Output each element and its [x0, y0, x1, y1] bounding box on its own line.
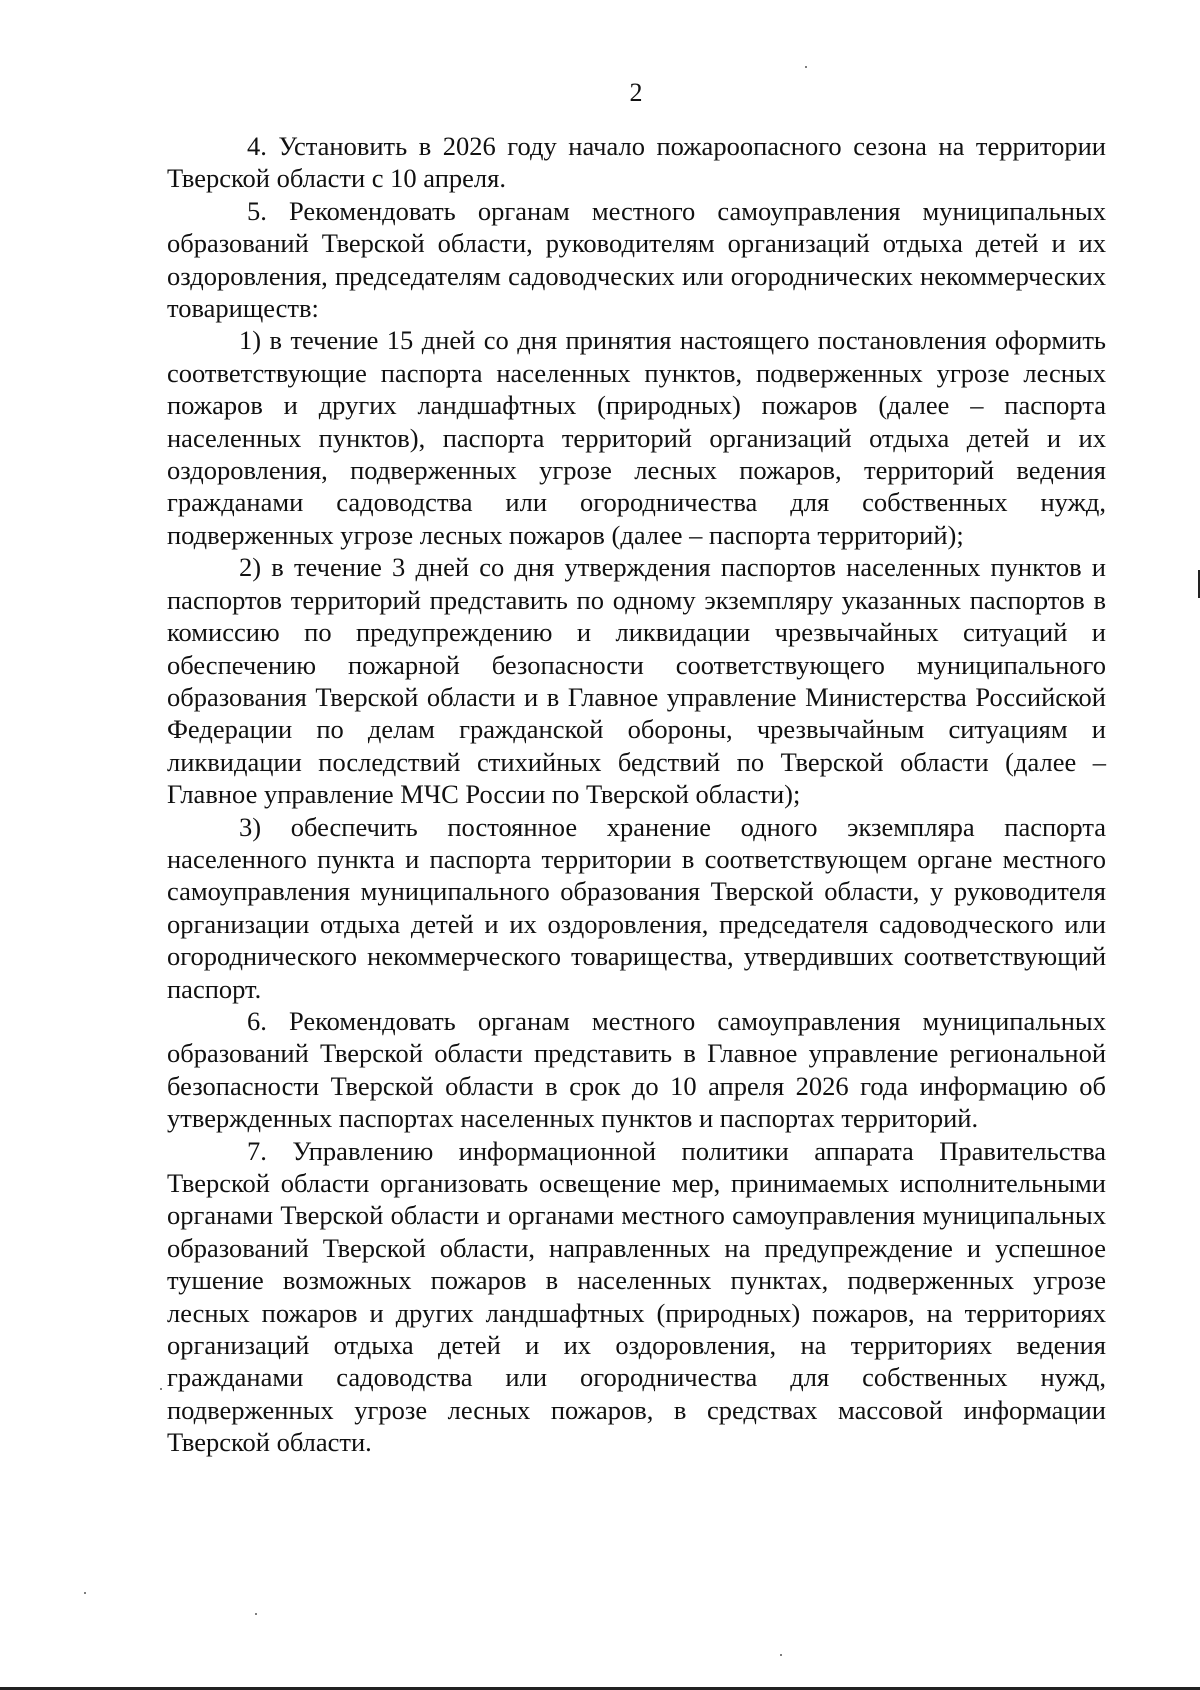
subparagraph-2: 2) в течение 3 дней со дня утверждения паспортов населенных пунктов и паспортов территорий представить по одному экземпляру указанных паспортов в комиссию по предупреждению и ликвидации чрезвычайных ситуаций и обеспечению пожарной безопасности соответствующего муниципального образования Тверской области и в Главное управление Министерства Российской Федерации по делам гражданской обороны, чрезвычайным ситуациям и ликвидации последствий стихийных бедствий по Тверской области (далее – Главное управление МЧС России по Тверской области);	[167, 552, 1106, 810]
paragraph-item-7: 7. Управлению информационной политики аппарата Правительства Тверской области организовать освещение мер, принимаемых исполнительными органами Тверской области и органами местного самоуправления муниципальных образований Тверской области, направленных на предупреждение и успешное тушение возможных пожаров в населенных пунктах, подверженных угрозе лесных пожаров и других ландшафтных (природных) пожаров, на территориях организаций отдыха детей и их оздоровления, на территориях ведения гражданами садоводства или огородничества для собственных нужд, подверженных угрозе лесных пожаров, в средствах массовой информации Тверской области.	[167, 1135, 1106, 1458]
scan-speck	[255, 1613, 257, 1615]
scan-speck	[84, 1592, 86, 1594]
paragraph-item-6: 6. Рекомендовать органам местного самоуправления муниципальных образований Тверской области представить в Главное управление региональной безопасности Тверской области в срок до 10 апреля 2026 года информацию об утвержденных паспортах населенных пунктов и паспортах территорий.	[167, 1005, 1106, 1134]
paragraph-item-4: 4. Установить в 2026 году начало пожароопасного сезона на территории Тверской области с 10 апреля.	[167, 131, 1106, 194]
subparagraph-1: 1) в течение 15 дней со дня принятия настоящего постановления оформить соответствующие паспорта населенных пунктов, подверженных угрозе лесных пожаров и других ландшафтных (природных) пожаров (далее – паспорта населенных пунктов), паспорта территорий организаций отдыха детей и их оздоровления, подверженных угрозе лесных пожаров, территорий ведения гражданами садоводства или огородничества для собственных нужд, подверженных угрозе лесных пожаров (далее – паспорта территорий);	[167, 325, 1106, 550]
subparagraph-3: 3) обеспечить постоянное хранение одного экземпляра паспорта населенного пункта и паспорта территории в соответствующем органе местного самоуправления муниципального образования Тверской области, у руководителя организации отдыха детей и их оздоровления, председателя садоводческого или огороднического некоммерческого товарищества, утвердивших соответствующий паспорт.	[167, 811, 1106, 1004]
document-body	[167, 130, 1106, 1459]
scan-speck	[160, 1388, 162, 1390]
paragraph-item-5: 5. Рекомендовать органам местного самоуправления муниципальных образований Тверской области, руководителям организаций отдыха детей и их оздоровления, председателям садоводческих или огороднических некоммерческих товариществ:	[167, 195, 1106, 324]
page-number: 2	[629, 78, 643, 107]
scan-speck	[805, 66, 807, 68]
scan-speck	[780, 1654, 782, 1656]
